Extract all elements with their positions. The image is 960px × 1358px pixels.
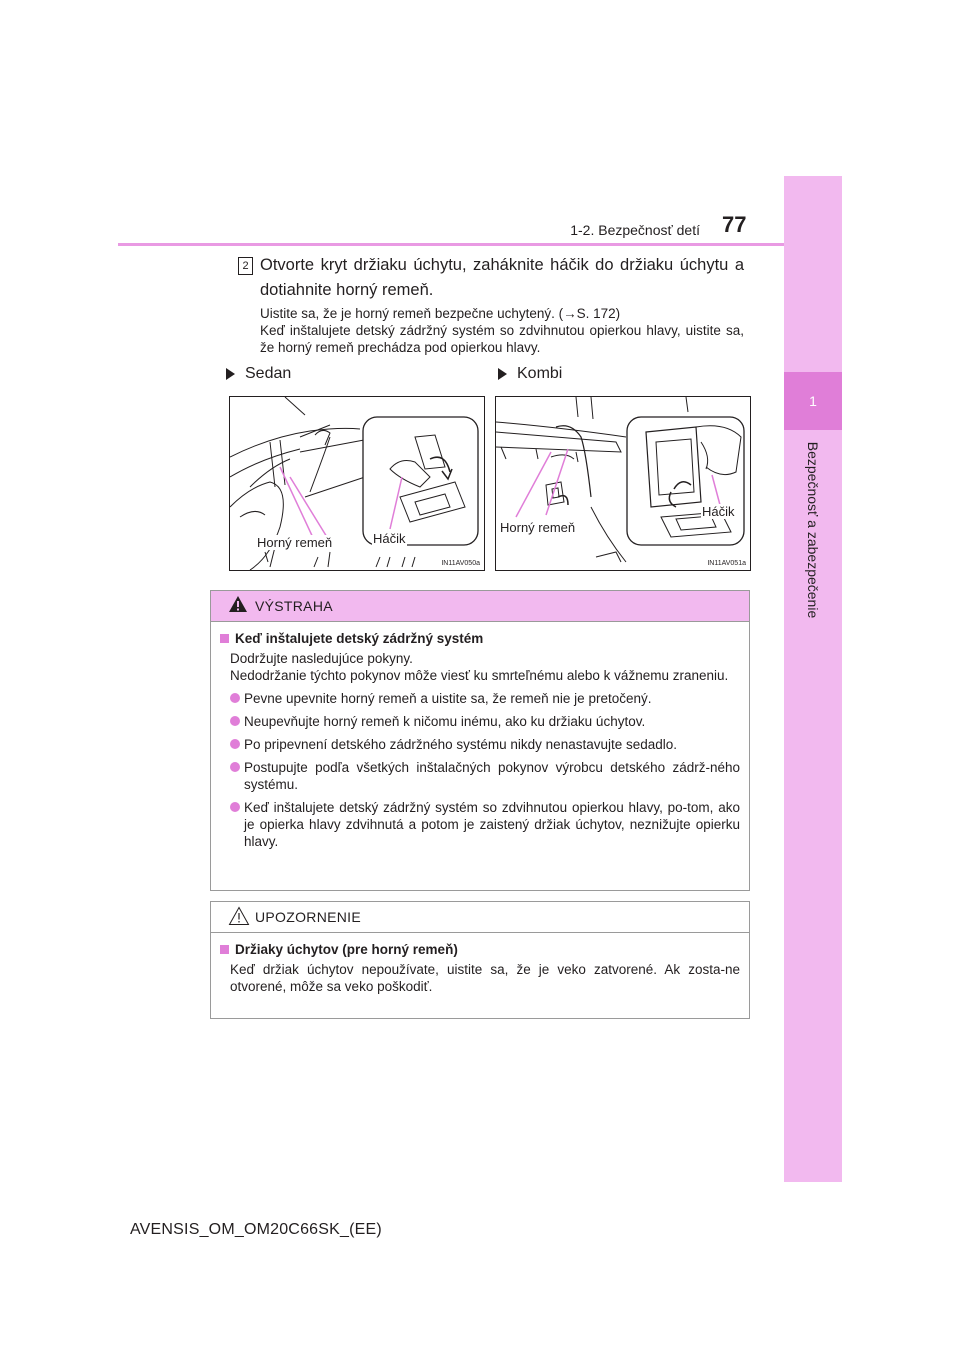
bullet-dot-icon (230, 693, 240, 703)
warning-bullet: Pevne upevnite horný remeň a uistite sa, že remeň nie je pretočený. (220, 690, 740, 707)
warning-header (211, 591, 749, 622)
caution-icon (228, 906, 250, 926)
triangle-bullet-icon (498, 368, 507, 380)
header-rule (118, 243, 784, 246)
bullet-dot-icon (230, 802, 240, 812)
footer-code: AVENSIS_OM_OM20C66SK_(EE) (130, 1221, 382, 1238)
warning-intro: Dodržujte nasledujúce pokyny. Nedodržanie týchto pokynov môže viesť ku smrteľnému alebo k vážnemu zraneniu. (230, 651, 729, 683)
callout-hook: Háčik (702, 504, 735, 519)
warning-title: Keď inštalujete detský zádržný systém (220, 630, 740, 647)
callout-hook: Háčik (373, 531, 406, 546)
warning-box (210, 590, 750, 891)
triangle-bullet-icon (226, 368, 235, 380)
notice-box (210, 901, 750, 1019)
chapter-number: 1 (784, 372, 842, 430)
kombi-illustration (496, 397, 750, 570)
section-title: 1-2. Bezpečnosť detí (570, 222, 700, 238)
callout-top-strap: Horný remeň (257, 535, 333, 550)
figure-sedan (229, 396, 485, 571)
bullet-dot-icon (230, 762, 240, 772)
callout-top-strap: Horný remeň (500, 520, 576, 535)
step-text: Otvorte kryt držiaku úchytu, zaháknite háčik do držiaku úchytu a dotiahnite horný remeň. (260, 256, 744, 299)
warning-bullet: Po pripevnení detského zádržného systému nikdy nenastavujte sedadlo. (220, 736, 740, 753)
warning-icon (228, 595, 248, 613)
square-bullet-icon (220, 634, 229, 643)
chapter-side-tab (784, 176, 842, 1182)
bullet-dot-icon (230, 716, 240, 726)
notice-header (211, 902, 749, 933)
step-number: 2 (238, 257, 253, 275)
warning-heading: VÝSTRAHA (255, 598, 333, 614)
warning-bullet: Postupujte podľa všetkých inštalačných pokynov výrobcu detského zádrž-ného systému. (220, 759, 740, 793)
notice-title: Držiaky úchytov (pre horný remeň) (220, 941, 740, 958)
notice-heading: UPOZORNENIE (255, 909, 361, 925)
figure-kombi (495, 396, 751, 571)
figure-label-kombi: Kombi (498, 365, 562, 383)
figure-code: IN11AV051a (707, 560, 746, 567)
bullet-dot-icon (230, 739, 240, 749)
step-note-line2: Keď inštalujete detský zádržný systém so zdvihnutou opierkou hlavy, uistite sa, že horný remeň prechádza pod opierkou hlavy. (260, 323, 744, 355)
figure-code: IN11AV050a (441, 560, 480, 567)
page-number: 77 (722, 212, 747, 237)
figure-label-sedan: Sedan (226, 365, 291, 383)
notice-text: Keď držiak úchytov nepoužívate, uistite sa, že je veko zatvorené. Ak zosta-ne otvorené, môže sa veko poškodiť. (230, 962, 740, 994)
warning-bullet: Neupevňujte horný remeň k ničomu inému, ako ku držiaku úchytov. (220, 713, 740, 730)
warning-bullet: Keď inštalujete detský zádržný systém so zdvihnutou opierkou hlavy, po-tom, ako je opierka hlavy zdvihnutá a potom je zaistený držiak úchytov, neznižujte opierku hlavy. (220, 799, 740, 850)
step-note (260, 305, 744, 356)
step-note-line1: Uistite sa, že je horný remeň bezpečne uchytený. (→S. 172) (260, 306, 621, 321)
chapter-title: Bezpečnosť a zabezpečenie (805, 441, 821, 619)
square-bullet-icon (220, 945, 229, 954)
